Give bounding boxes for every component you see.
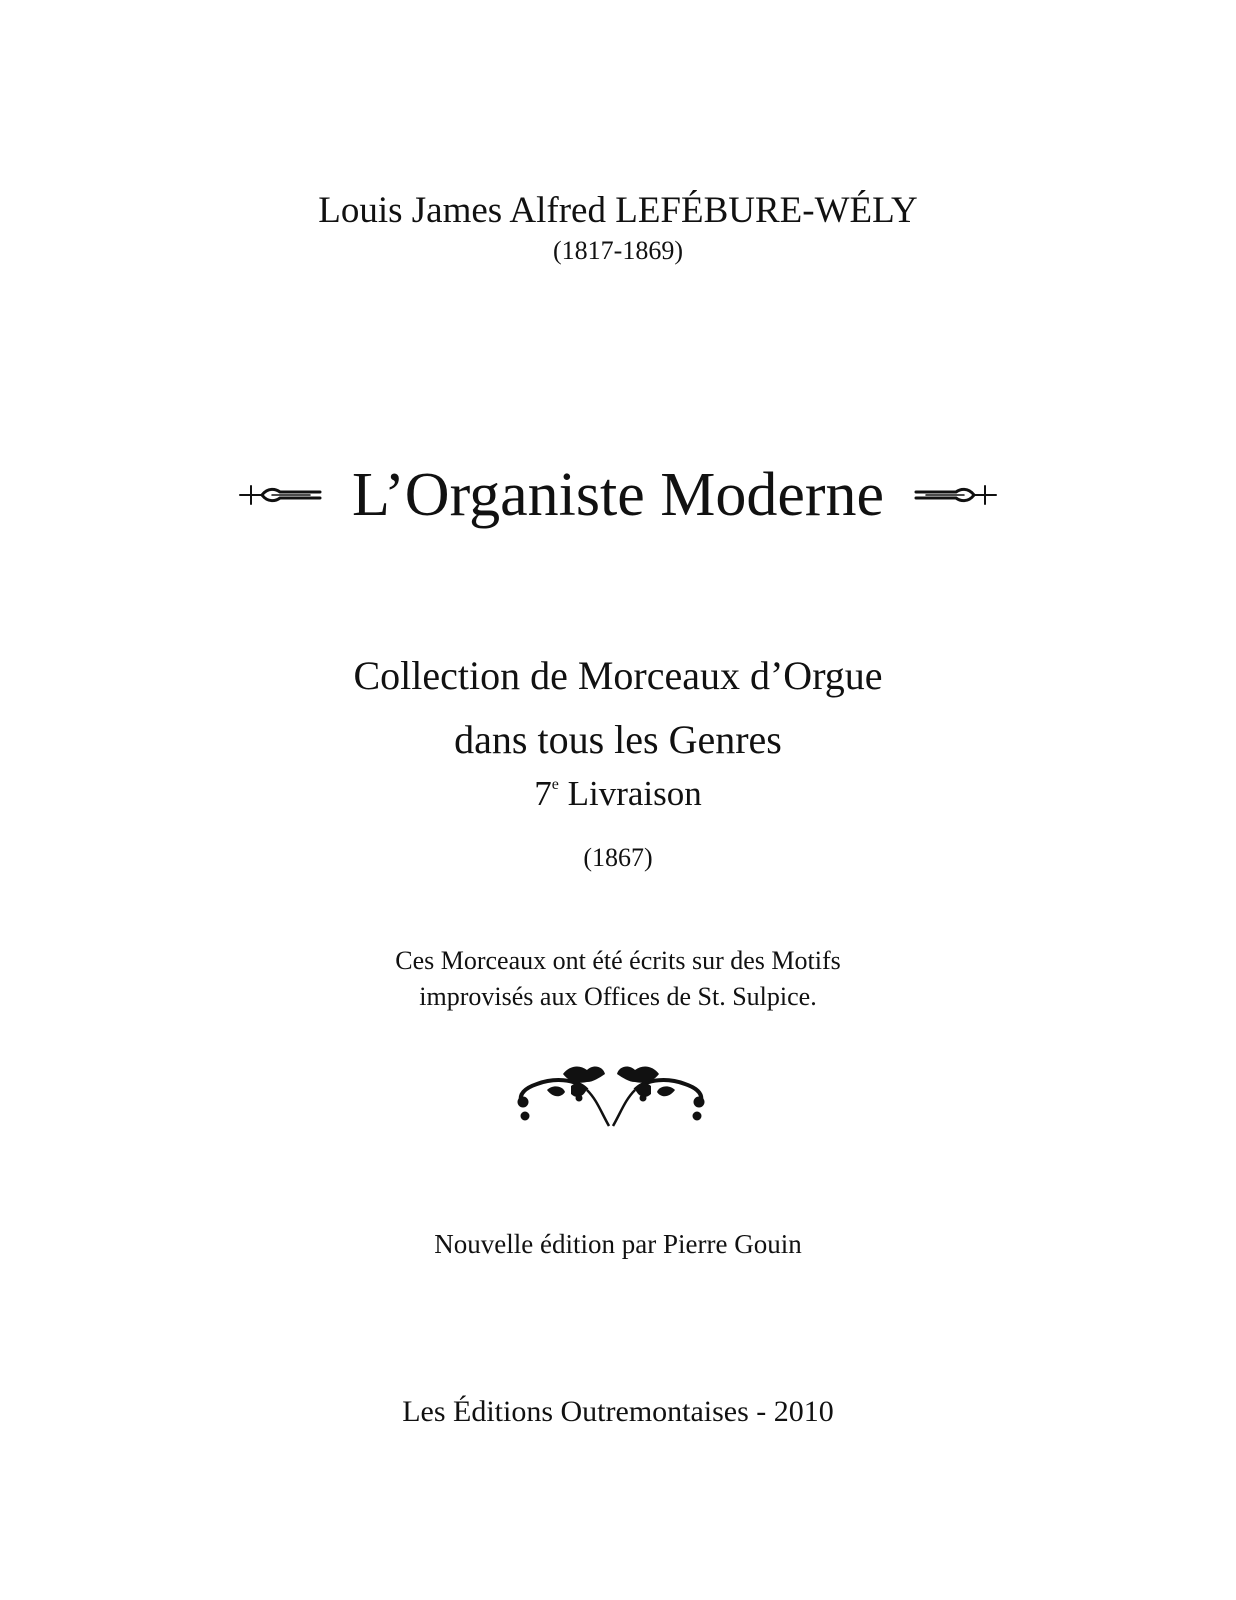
publication-year: (1867) (583, 843, 653, 872)
main-title: L’Organiste Moderne (351, 461, 885, 529)
publisher-credit: Les Éditions Outremontaises - 2010 (402, 1395, 834, 1428)
subtitle-line-1: Collection de Morceaux d’Orgue (353, 653, 883, 698)
note-line-2: improvisés aux Offices de St. Sulpice. (419, 982, 817, 1011)
leaf-ornament-icon (513, 1060, 709, 1132)
livraison-word: Livraison (567, 774, 702, 813)
flourish-left-icon (238, 481, 322, 509)
composer-dates: (1817-1869) (553, 236, 683, 265)
title-row (0, 455, 1236, 535)
editor-credit: Nouvelle édition par Pierre Gouin (434, 1229, 802, 1259)
note-line-1: Ces Morceaux ont été écrits sur des Motifs (395, 946, 841, 975)
livraison (0, 776, 1236, 811)
livraison-number: 7 (534, 774, 552, 813)
subtitle-line-2: dans tous les Genres (454, 717, 782, 762)
flourish-right-icon (914, 481, 998, 509)
livraison-superscript: e (551, 776, 559, 793)
composer-name: Louis James Alfred LEFÉBURE-WÉLY (318, 190, 918, 231)
